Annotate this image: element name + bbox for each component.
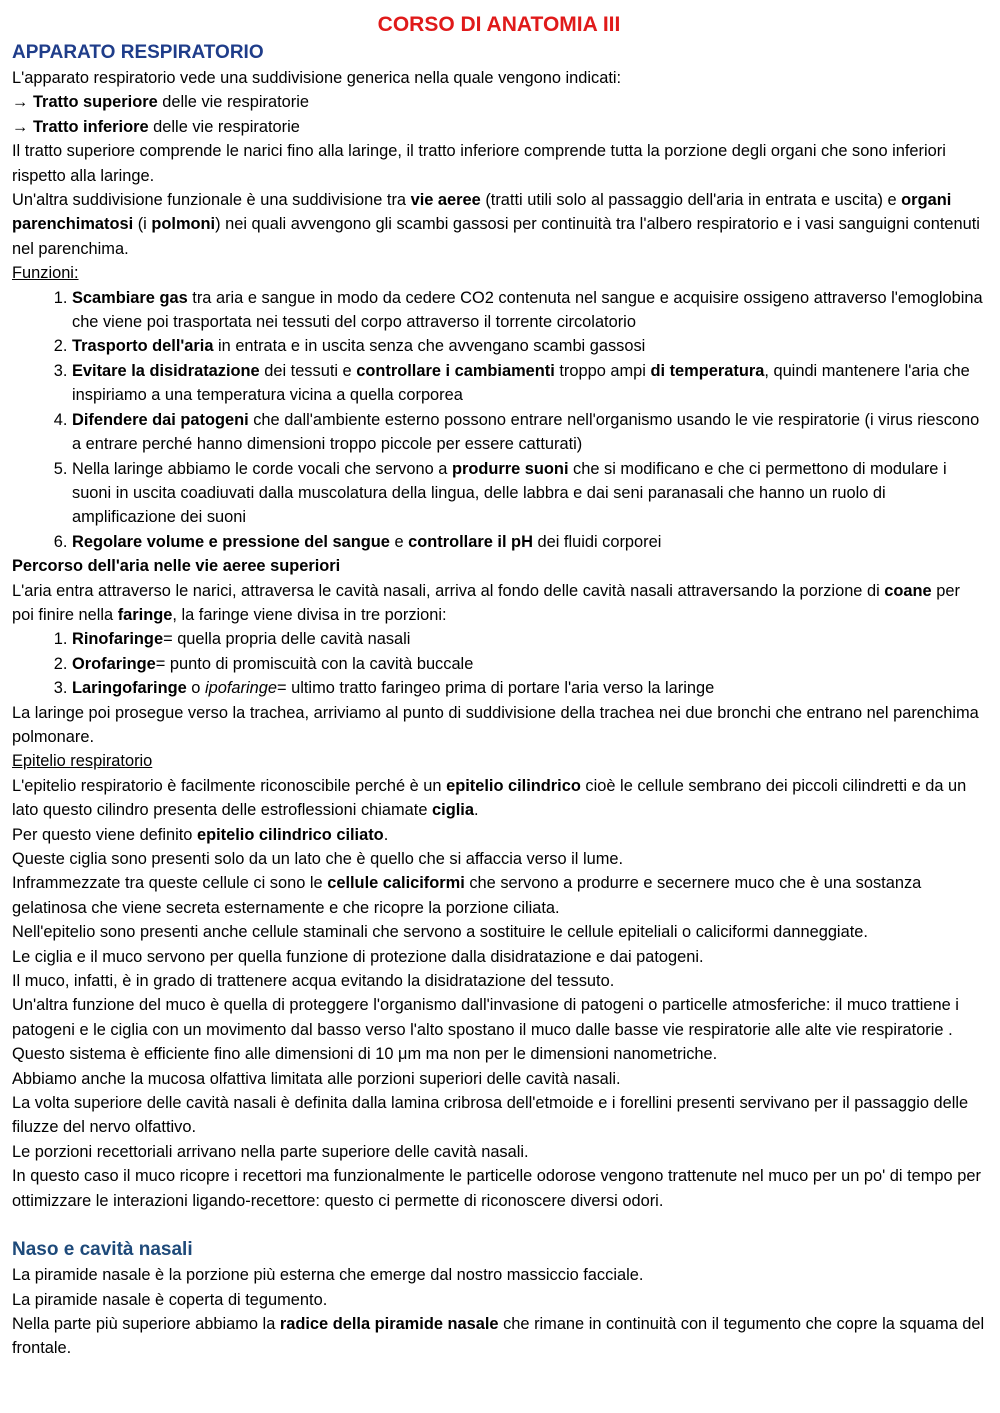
arrow-item: → Tratto superiore delle vie respiratorie (12, 93, 309, 112)
list-item: 2. Trasporto dell'aria in entrata e in uscita senza che avvengano scambi gassosi (72, 334, 986, 358)
section-heading-apparato: APPARATO RESPIRATORIO (12, 42, 264, 63)
list-item: 6. Regolare volume e pressione del sangue e controllare il pH dei fluidi corporei (72, 530, 986, 554)
document-title: CORSO DI ANATOMIA III (377, 13, 621, 36)
arrow-item: → Tratto inferiore delle vie respiratorie (12, 117, 300, 136)
paragraph-epitelio: L'epitelio respiratorio è facilmente riconoscibile perché è un epitelio cilindrico cioè le cellule sembrano dei piccoli cilindretti e da un lato questo cilindro presenta delle estroflessioni chiamate ciglia. (12, 776, 967, 820)
paragraph-naso: La piramide nasale è coperta di tegumento. (12, 1290, 328, 1309)
intro-paragraph: L'apparato respiratorio vede una suddivisione generica nella quale vengono indicati: (12, 69, 622, 87)
paragraph-epitelio: Questo sistema è efficiente fino alle dimensioni di 10 μm ma non per le dimensioni nanometriche. (12, 1045, 718, 1064)
arrow-icon: → (12, 117, 29, 136)
list-item: 1. Rinofaringe= quella propria delle cavità nasali (72, 627, 986, 651)
list-item: 3. Laringofaringe o ipofaringe= ultimo tratto faringeo prima di portare l'aria verso la laringe (72, 676, 986, 700)
paragraph-epitelio: Le porzioni recettoriali arrivano nella parte superiore delle cavità nasali. (12, 1142, 529, 1161)
paragraph-laringe: La laringe poi prosegue verso la trachea, arriviamo al punto di suddivisione della trachea nei due bronchi che entrano nel parenchima polmonare. (12, 703, 979, 746)
paragraph-epitelio: Abbiamo anche la mucosa olfattiva limitata alle porzioni superiori delle cavità nasali. (12, 1069, 621, 1088)
spacer (12, 1213, 986, 1237)
list-item: 1. Scambiare gas tra aria e sangue in modo da cedere CO2 contenuta nel sangue e acquisire ossigeno attraverso l'emoglobina che viene poi trasportata nei tessuti del corpo attraverso il torrente circolatorio (72, 286, 986, 335)
list-item: 2. Orofaringe= punto di promiscuità con la cavità buccale (72, 652, 986, 676)
paragraph-naso: La piramide nasale è la porzione più esterna che emerge dal nostro massiccio facciale. (12, 1266, 644, 1285)
faringe-list (12, 627, 986, 700)
paragraph-epitelio: Inframmezzate tra queste cellule ci sono le cellule caliciformi che servono a produrre e secernere muco che è una sostanza gelatinosa che viene secreta esternamente e che ricopre la porzione ciliata. (12, 874, 922, 917)
subheading-percorso: Percorso dell'aria nelle vie aeree superiori (12, 557, 341, 576)
list-item: 4. Difendere dai patogeni che dall'ambiente esterno possono entrare nell'organismo usando le vie respiratorie (i virus riescono a entrare perché hanno dimensioni troppo piccole per essere catturati) (72, 408, 986, 457)
funzioni-list (12, 286, 986, 554)
list-item: 3. Evitare la disidratazione dei tessuti e controllare i cambiamenti troppo ampi di temperatura, quindi mantenere l'aria che inspiriamo a una temperatura vicina a quella corporea (72, 359, 986, 408)
paragraph-tratti: Il tratto superiore comprende le narici fino alla laringe, il tratto inferiore comprende tutta la porzione degli organi che sono inferiori rispetto alla laringe. (12, 142, 946, 185)
arrow-icon: → (12, 93, 29, 112)
paragraph-epitelio: Un'altra funzione del muco è quella di proteggere l'organismo dall'invasione di patogeni o particelle atmosferiche: il muco trattiene i patogeni e le ciglia con un movimento dal basso verso l'alto spostano il muco dalle basse vie respiratorie alle alte vie respiratorie . (12, 996, 959, 1039)
epitelio-label: Epitelio respiratorio (12, 752, 153, 771)
list-item: 5. Nella laringe abbiamo le corde vocali che servono a produrre suoni che si modificano e che ci permettono di modulare i suoni in uscita coadiuvati dalla muscolatura della lingua, delle labbra e dai seni paranasali che hanno un ruolo di amplificazione dei suoni (72, 457, 986, 530)
paragraph-epitelio: Il muco, infatti, è in grado di trattenere acqua evitando la disidratazione del tessuto. (12, 972, 615, 991)
paragraph-epitelio: In questo caso il muco ricopre i recettori ma funzionalmente le particelle odorose vengono trattenute nel muco per un po' di tempo per ottimizzare le interazioni ligando-recettore: questo ci permette di riconoscere diversi odori. (12, 1167, 981, 1210)
paragraph-naso: Nella parte più superiore abbiamo la radice della piramide nasale che rimane in continuità con il tegumento che copre la squama del frontale. (12, 1314, 985, 1358)
paragraph-epitelio: Per questo viene definito epitelio cilindrico ciliato. (12, 825, 389, 844)
paragraph-epitelio: Le ciglia e il muco servono per quella funzione di protezione dalla disidratazione e dai patogeni. (12, 947, 704, 966)
section-heading-naso: Naso e cavità nasali (12, 1239, 193, 1261)
paragraph-epitelio: La volta superiore delle cavità nasali è definita dalla lamina cribrosa dell'etmoide e i forellini presenti servivano per il passaggio delle filuzze del nervo olfattivo. (12, 1094, 969, 1137)
paragraph-percorso: L'aria entra attraverso le narici, attraversa le cavità nasali, arriva al fondo delle cavità nasali attraversando la porzione di coane per poi finire nella faringe, la faringe viene divisa in tre porzioni: (12, 581, 960, 624)
funzioni-label: Funzioni: (12, 264, 79, 283)
paragraph-epitelio: Queste ciglia sono presenti solo da un lato che è quello che si affaccia verso il lume. (12, 850, 624, 868)
paragraph-suddivisione: Un'altra suddivisione funzionale è una suddivisione tra vie aeree (tratti utili solo al passaggio dell'aria in entrata e uscita) e organi parenchimatosi (i polmoni) nei quali avvengono gli scambi gassosi per continuità tra l'albero respiratorio e i vasi sanguigni contenuti nel parenchima. (12, 191, 980, 258)
paragraph-epitelio: Nell'epitelio sono presenti anche cellule staminali che servono a sostituire le cellule epiteliali o caliciformi danneggiate. (12, 923, 868, 942)
